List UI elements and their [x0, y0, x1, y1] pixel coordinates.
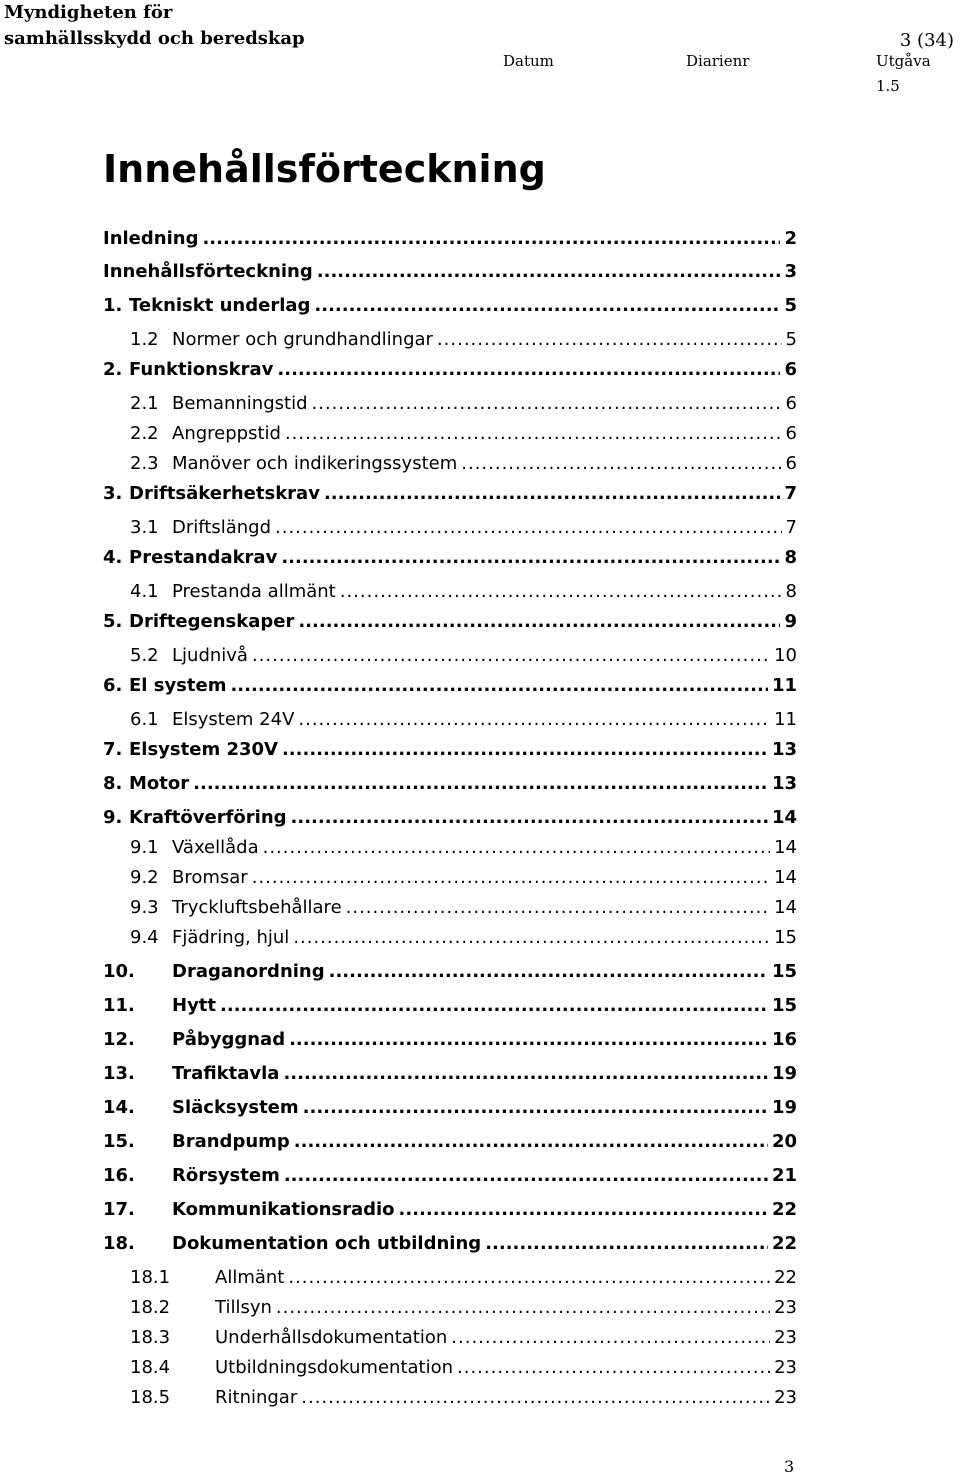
- toc-entry-label: Angreppstid: [172, 422, 281, 444]
- edition-label: Utgåva: [876, 52, 931, 70]
- toc-entry[interactable]: [130, 419, 797, 447]
- toc-entry-number: 18.2: [130, 1296, 171, 1318]
- toc-entry-label: Inledning: [103, 227, 199, 249]
- toc-entry[interactable]: [130, 1293, 797, 1321]
- toc-entry-page: 6: [784, 358, 797, 380]
- toc-entry[interactable]: [103, 291, 797, 319]
- toc-entry-number: 18.5: [130, 1386, 171, 1408]
- toc-dot-leader: [301, 1388, 770, 1406]
- toc-entry-label: Prestanda allmänt: [172, 580, 336, 602]
- toc-entry-page: 14: [774, 896, 797, 918]
- toc-entry-number: 18.: [103, 1232, 135, 1254]
- toc-entry[interactable]: [130, 577, 797, 605]
- toc-entry-number: 8.: [103, 772, 123, 794]
- toc-dot-leader: [281, 548, 780, 566]
- toc-entry-page: 9: [784, 610, 797, 632]
- toc-entry-page: 13: [771, 738, 797, 760]
- toc-entry-number: 9.: [103, 806, 123, 828]
- toc-entry-page: 6: [785, 422, 797, 444]
- toc-entry-page: 22: [771, 1198, 797, 1220]
- toc-entry-page: 22: [771, 1232, 797, 1254]
- toc-dot-leader: [294, 1132, 768, 1150]
- toc-entry[interactable]: [130, 923, 797, 951]
- toc-dot-leader: [220, 996, 768, 1014]
- toc-entry-page: 14: [774, 866, 797, 888]
- toc-dot-leader: [283, 1064, 768, 1082]
- toc-entry-page: 11: [771, 674, 797, 696]
- toc-entry-number: 5.: [103, 610, 123, 632]
- toc-entry-page: 20: [771, 1130, 797, 1152]
- toc-entry-label: Tekniskt underlag: [129, 294, 311, 316]
- toc-entry-page: 23: [774, 1386, 797, 1408]
- toc-entry[interactable]: [103, 543, 797, 571]
- toc-entry-label: Tillsyn: [215, 1296, 272, 1318]
- toc-entry-label: Påbyggnad: [172, 1028, 286, 1050]
- toc-entry-number: 5.2: [130, 644, 159, 666]
- toc-entry[interactable]: [103, 735, 797, 763]
- toc-entry[interactable]: [103, 1025, 797, 1053]
- toc-entry-label: Brandpump: [172, 1130, 290, 1152]
- toc-entry[interactable]: [130, 863, 797, 891]
- toc-entry[interactable]: [130, 513, 797, 541]
- toc-entry-label: Kraftöverföring: [129, 806, 287, 828]
- toc-dot-leader: [399, 1200, 768, 1218]
- toc-entry[interactable]: [103, 1059, 797, 1087]
- toc-entry-number: 3.1: [130, 516, 159, 538]
- toc-dot-leader: [277, 360, 780, 378]
- toc-entry-label: Prestandakrav: [129, 546, 278, 568]
- toc-entry-page: 23: [774, 1326, 797, 1348]
- toc-entry-page: 7: [784, 482, 797, 504]
- toc-entry-number: 18.4: [130, 1356, 171, 1378]
- toc-entry-page: 6: [785, 452, 797, 474]
- toc-entry-number: 9.2: [130, 866, 159, 888]
- toc-entry-number: 18.1: [130, 1266, 171, 1288]
- toc-entry-number: 9.4: [130, 926, 159, 948]
- toc-entry-number: 16.: [103, 1164, 135, 1186]
- toc-entry-page: 8: [784, 546, 797, 568]
- toc-entry-label: Bemanningstid: [172, 392, 308, 414]
- toc-entry-page: 15: [771, 994, 797, 1016]
- toc-entry-number: 1.: [103, 294, 123, 316]
- organization-name-line1: Myndigheten för: [4, 2, 173, 23]
- toc-entry-page: 21: [771, 1164, 797, 1186]
- toc-entry-page: 10: [774, 644, 797, 666]
- toc-entry[interactable]: [130, 705, 797, 733]
- toc-entry-label: Normer och grundhandlingar: [172, 328, 433, 350]
- date-label: Datum: [503, 52, 554, 70]
- toc-entry-label: Trafiktavla: [172, 1062, 280, 1084]
- toc-entry-label: Växellåda: [172, 836, 259, 858]
- toc-entry-label: Driftslängd: [172, 516, 272, 538]
- toc-dot-leader: [291, 808, 768, 826]
- toc-entry[interactable]: [130, 893, 797, 921]
- toc-entry[interactable]: [130, 325, 797, 353]
- toc-entry[interactable]: [130, 1323, 797, 1351]
- toc-dot-leader: [324, 484, 781, 502]
- toc-dot-leader: [293, 928, 770, 946]
- toc-dot-leader: [329, 962, 768, 980]
- toc-entry-page: 15: [771, 960, 797, 982]
- toc-dot-leader: [457, 1358, 770, 1376]
- toc-dot-leader: [298, 612, 780, 630]
- toc-entry-number: 3.: [103, 482, 123, 504]
- toc-entry-label: Draganordning: [172, 960, 325, 982]
- toc-dot-leader: [202, 229, 780, 247]
- toc-entry-page: 19: [771, 1062, 797, 1084]
- toc-entry-page: 2: [784, 227, 797, 249]
- toc-entry-label: Innehållsförteckning: [103, 260, 313, 282]
- toc-entry-number: 18.3: [130, 1326, 171, 1348]
- toc-dot-leader: [317, 262, 781, 280]
- toc-entry-label: Underhållsdokumentation: [215, 1326, 448, 1348]
- toc-entry-page: 23: [774, 1296, 797, 1318]
- toc-entry-number: 2.: [103, 358, 123, 380]
- toc-dot-leader: [230, 676, 767, 694]
- toc-entry-label: Fjädring, hjul: [172, 926, 290, 948]
- toc-dot-leader: [461, 454, 781, 472]
- toc-dot-leader: [312, 394, 782, 412]
- toc-entry-number: 13.: [103, 1062, 135, 1084]
- toc-entry-page: 22: [774, 1266, 797, 1288]
- toc-entry[interactable]: [130, 1353, 797, 1381]
- toc-entry-number: 2.3: [130, 452, 159, 474]
- toc-entry-page: 14: [771, 806, 797, 828]
- toc-entry-label: Motor: [129, 772, 190, 794]
- toc-entry[interactable]: [103, 957, 797, 985]
- toc-entry-label: El system: [129, 674, 227, 696]
- toc-entry-label: Dokumentation och utbildning: [172, 1232, 482, 1254]
- toc-entry-page: 14: [774, 836, 797, 858]
- toc-entry-label: Hytt: [172, 994, 217, 1016]
- toc-dot-leader: [284, 1166, 768, 1184]
- toc-entry-number: 15.: [103, 1130, 135, 1152]
- toc-entry-page: 5: [785, 328, 797, 350]
- toc-entry-label: Driftsäkerhetskrav: [129, 482, 320, 504]
- toc-entry[interactable]: [103, 224, 797, 252]
- toc-dot-leader: [193, 774, 768, 792]
- toc-entry[interactable]: [130, 449, 797, 477]
- toc-entry[interactable]: [103, 671, 797, 699]
- page-info: 3 (34): [899, 30, 954, 51]
- toc-entry[interactable]: [103, 257, 797, 285]
- toc-entry-label: Manöver och indikeringssystem: [172, 452, 458, 474]
- toc-entry-number: 9.3: [130, 896, 159, 918]
- toc-entry[interactable]: [103, 1127, 797, 1155]
- toc-dot-leader: [340, 582, 782, 600]
- header-meta: [0, 52, 960, 74]
- toc-entry-number: 2.2: [130, 422, 159, 444]
- toc-dot-leader: [303, 1098, 768, 1116]
- toc-dot-leader: [451, 1328, 770, 1346]
- toc-entry[interactable]: [130, 1383, 797, 1411]
- toc-entry-number: 11.: [103, 994, 135, 1016]
- toc-dot-leader: [437, 330, 782, 348]
- toc-entry-number: 7.: [103, 738, 123, 760]
- toc-entry-number: 17.: [103, 1198, 135, 1220]
- toc-entry-page: 16: [771, 1028, 797, 1050]
- toc-entry-label: Ritningar: [215, 1386, 298, 1408]
- toc-entry-page: 13: [771, 772, 797, 794]
- toc-entry-number: 10.: [103, 960, 135, 982]
- toc-entry-label: Tryckluftsbehållare: [172, 896, 342, 918]
- toc-entry-page: 15: [774, 926, 797, 948]
- toc-entry-label: Bromsar: [172, 866, 248, 888]
- toc-entry[interactable]: [103, 1161, 797, 1189]
- toc-entry-page: 7: [785, 516, 797, 538]
- toc-entry-number: 12.: [103, 1028, 135, 1050]
- toc-entry-label: Elsystem 230V: [129, 738, 278, 760]
- toc-entry-number: 4.1: [130, 580, 159, 602]
- toc-dot-leader: [289, 1030, 768, 1048]
- toc-entry-page: 19: [771, 1096, 797, 1118]
- toc-entry-number: 2.1: [130, 392, 159, 414]
- toc-entry-page: 23: [774, 1356, 797, 1378]
- toc-entry-page: 3: [784, 260, 797, 282]
- toc-entry-label: Rörsystem: [172, 1164, 280, 1186]
- toc-entry-number: 4.: [103, 546, 123, 568]
- toc-entry-label: Allmänt: [215, 1266, 285, 1288]
- organization-name: [4, 0, 305, 52]
- toc-entry-number: 6.1: [130, 708, 159, 730]
- toc-entry[interactable]: [130, 833, 797, 861]
- toc-entry[interactable]: [103, 607, 797, 635]
- toc-entry[interactable]: [103, 991, 797, 1019]
- toc-entry[interactable]: [103, 1195, 797, 1223]
- toc-dot-leader: [276, 1298, 770, 1316]
- toc-entry[interactable]: [130, 641, 797, 669]
- toc-dot-leader: [346, 898, 770, 916]
- toc-entry[interactable]: [103, 479, 797, 507]
- toc-entry[interactable]: [103, 803, 797, 831]
- toc-dot-leader: [252, 646, 770, 664]
- toc-dot-leader: [314, 296, 780, 314]
- toc-entry-label: Driftegenskaper: [129, 610, 295, 632]
- toc-entry[interactable]: [130, 389, 797, 417]
- toc-dot-leader: [263, 838, 770, 856]
- toc-entry-label: Släcksystem: [172, 1096, 299, 1118]
- toc-dot-leader: [282, 740, 768, 758]
- toc-entry-page: 5: [784, 294, 797, 316]
- toc-entry-label: Kommunikationsradio: [172, 1198, 395, 1220]
- toc-dot-leader: [485, 1234, 768, 1252]
- diary-number-label: Diarienr: [686, 52, 750, 70]
- toc-entry-page: 11: [774, 708, 797, 730]
- toc-entry-label: Utbildningsdokumentation: [215, 1356, 454, 1378]
- footer-page-number: 3: [784, 1457, 795, 1476]
- toc-entry-number: 1.2: [130, 328, 159, 350]
- toc-entry[interactable]: [103, 1093, 797, 1121]
- toc-dot-leader: [298, 710, 770, 728]
- page-title: Innehållsförteckning: [103, 147, 546, 191]
- toc-entry-page: 6: [785, 392, 797, 414]
- toc-entry[interactable]: [103, 769, 797, 797]
- toc-entry[interactable]: [103, 1229, 797, 1257]
- toc-dot-leader: [285, 424, 782, 442]
- toc-entry-number: 6.: [103, 674, 123, 696]
- toc-entry-label: Funktionskrav: [129, 358, 274, 380]
- toc-entry[interactable]: [130, 1263, 797, 1291]
- toc-entry[interactable]: [103, 355, 797, 383]
- toc-dot-leader: [288, 1268, 770, 1286]
- toc-entry-label: Ljudnivå: [172, 644, 248, 666]
- toc-entry-number: 14.: [103, 1096, 135, 1118]
- toc-entry-label: Elsystem 24V: [172, 708, 295, 730]
- organization-name-line2: samhällsskydd och beredskap: [4, 28, 305, 49]
- edition-value: 1.5: [876, 77, 900, 95]
- toc-dot-leader: [275, 518, 782, 536]
- toc-entry-page: 8: [785, 580, 797, 602]
- toc-dot-leader: [252, 868, 770, 886]
- toc-entry-number: 9.1: [130, 836, 159, 858]
